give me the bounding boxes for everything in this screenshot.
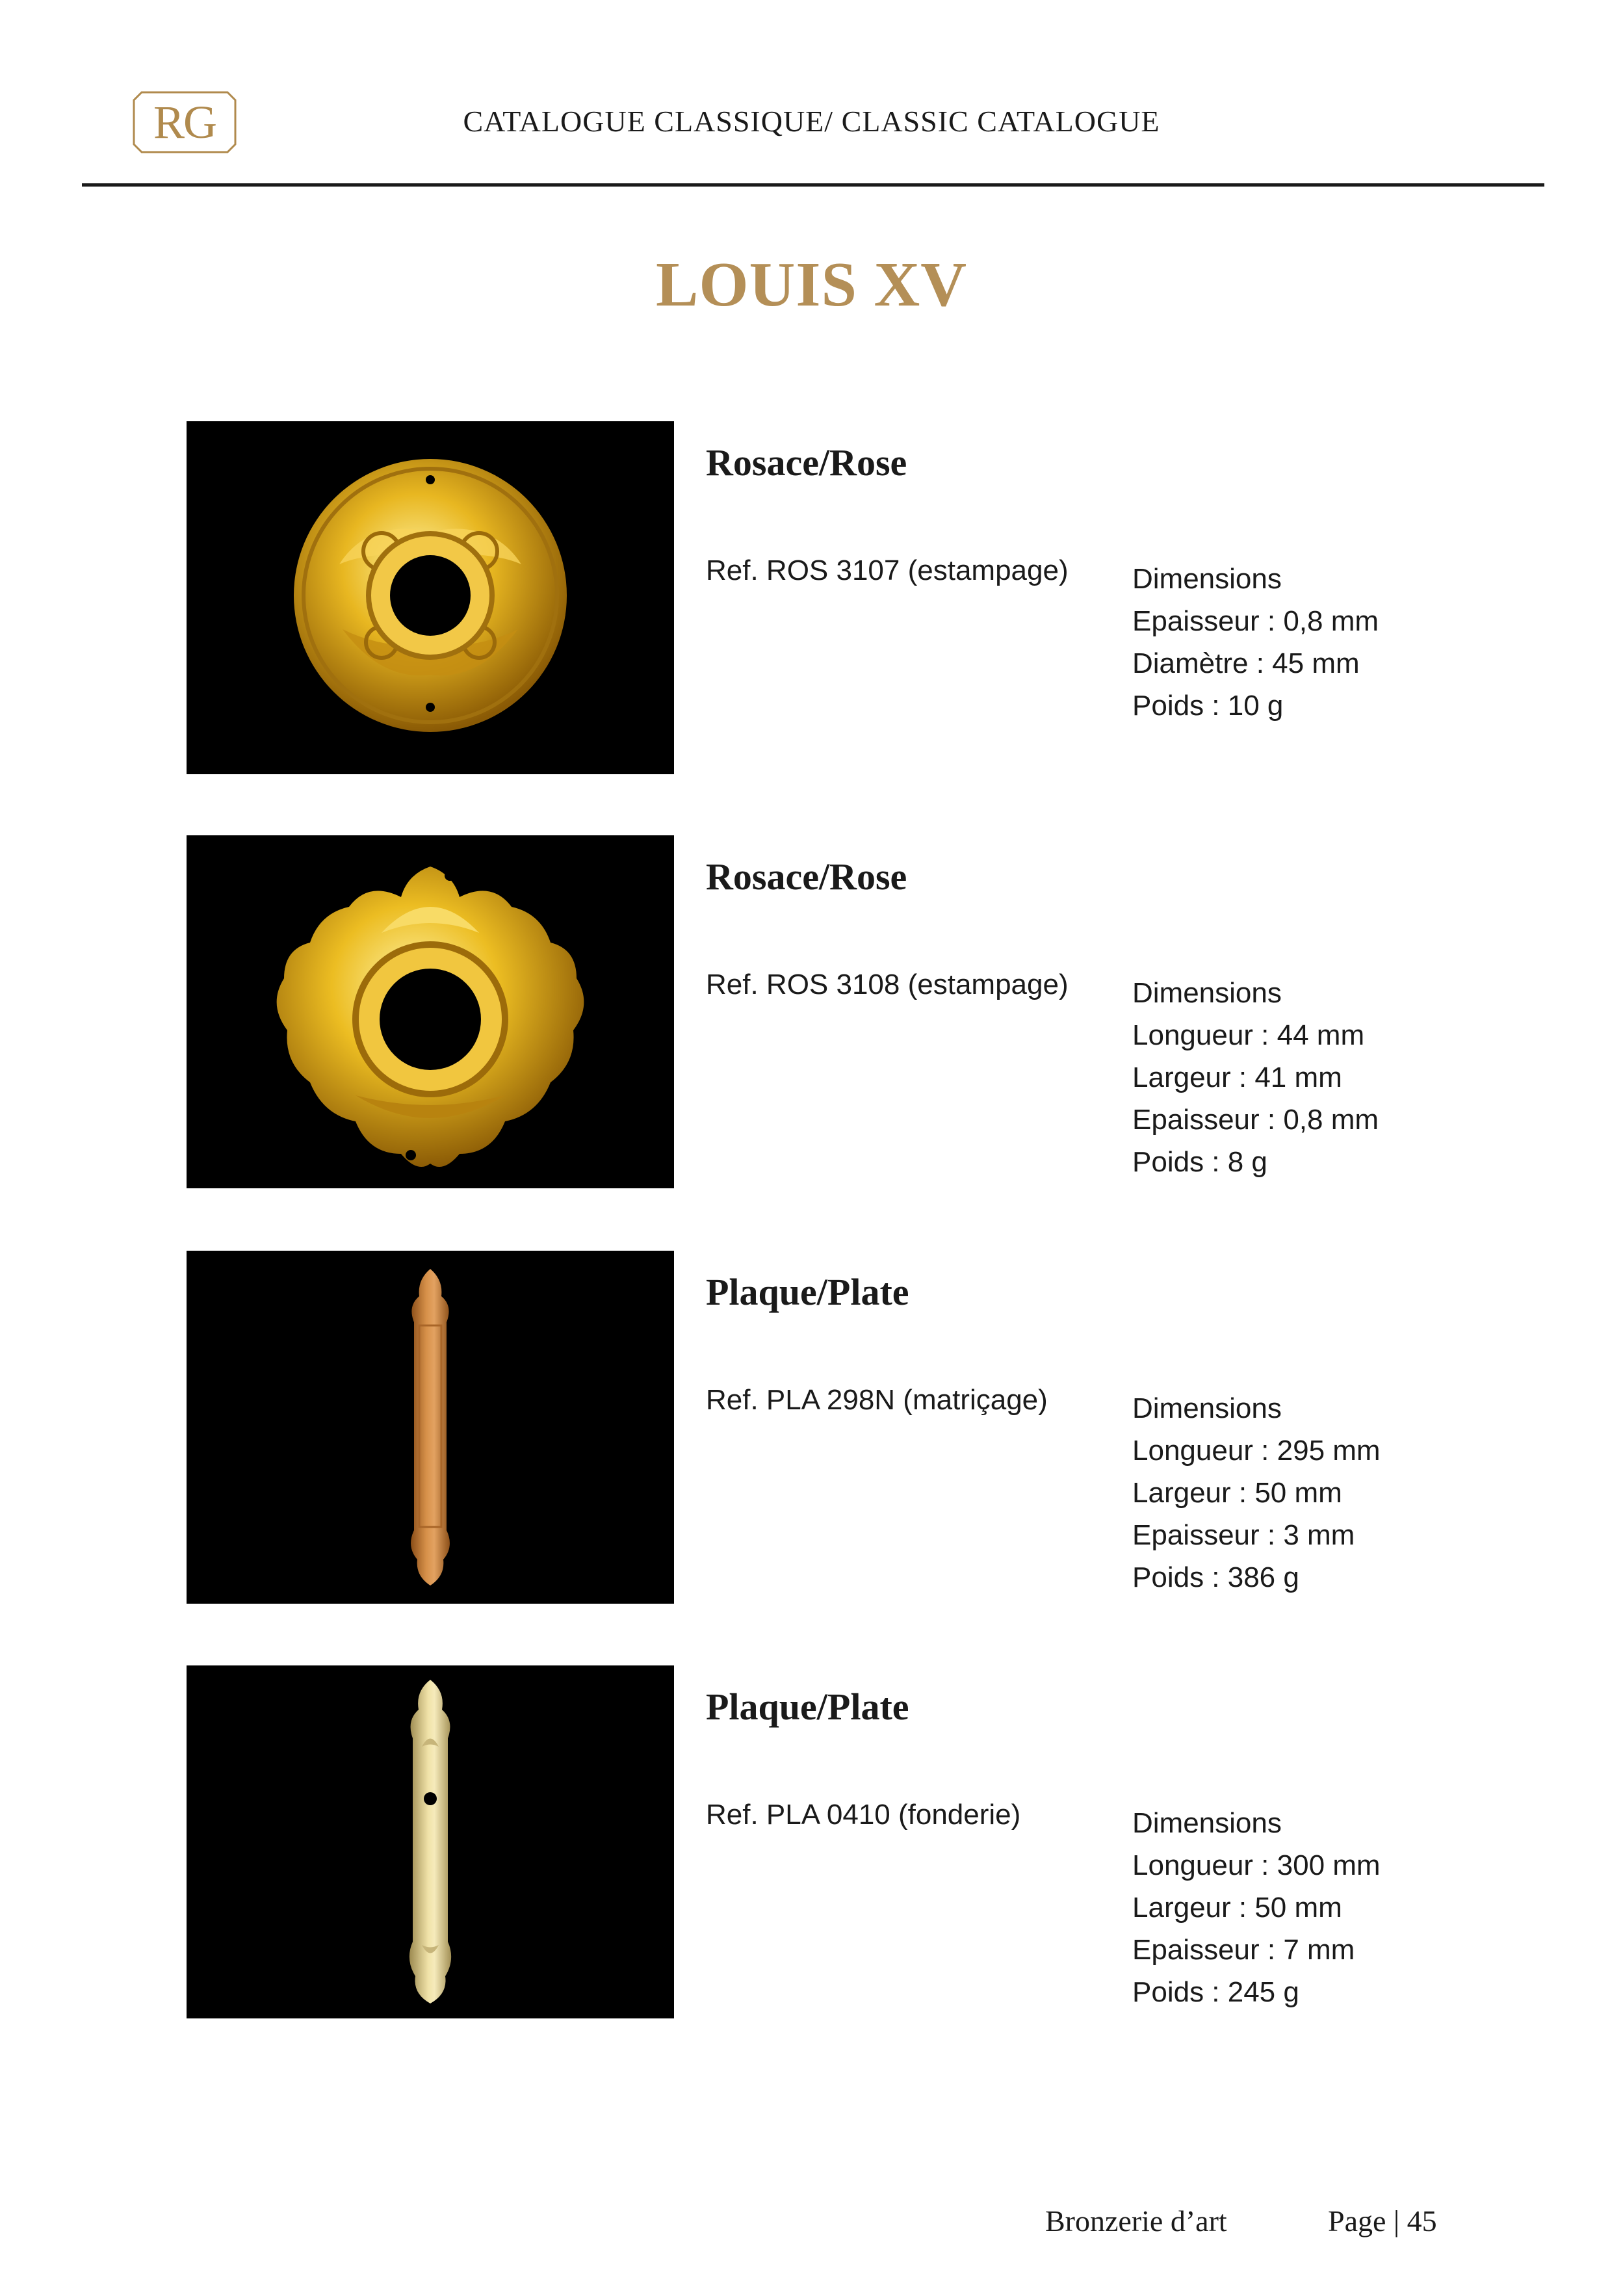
product-photo-long-plate xyxy=(187,1251,674,1604)
dimension-line: Epaisseur : 3 mm xyxy=(1132,1519,1355,1551)
product-reference: Ref. PLA 0410 (fonderie) xyxy=(706,1799,1021,1831)
dimension-line: Poids : 10 g xyxy=(1132,690,1284,722)
product-title: Rosace/Rose xyxy=(706,855,907,898)
dimension-line: Poids : 245 g xyxy=(1132,1976,1299,2008)
dimension-line: Longueur : 44 mm xyxy=(1132,1019,1365,1051)
product-dimensions xyxy=(1132,1802,1381,2013)
product-photo-keyhole-plate xyxy=(187,1665,674,2018)
logo-monogram: RG xyxy=(153,96,216,148)
dimension-line: Largeur : 50 mm xyxy=(1132,1477,1342,1509)
product-card xyxy=(187,421,1487,774)
product-reference: Ref. PLA 298N (matriçage) xyxy=(706,1384,1048,1416)
product-dimensions xyxy=(1132,972,1379,1183)
product-dimensions xyxy=(1132,1387,1381,1598)
dimension-line: Longueur : 300 mm xyxy=(1132,1849,1381,1881)
product-dimensions xyxy=(1132,558,1379,727)
dimension-line: Diamètre : 45 mm xyxy=(1132,647,1360,679)
dimension-line: Largeur : 41 mm xyxy=(1132,1062,1342,1093)
footer-brand: Bronzerie d’art xyxy=(1045,2204,1227,2237)
dimensions-heading: Dimensions xyxy=(1132,1392,1282,1424)
dimensions-heading: Dimensions xyxy=(1132,977,1282,1009)
product-reference: Ref. ROS 3108 (estampage) xyxy=(706,969,1069,1000)
catalogue-header-title: CATALOGUE CLASSIQUE/ CLASSIC CATALOGUE xyxy=(463,105,1160,138)
product-card xyxy=(187,835,1487,1188)
dimension-line: Epaisseur : 0,8 mm xyxy=(1132,605,1379,637)
dimension-line: Poids : 8 g xyxy=(1132,1146,1267,1178)
product-photo-round-rosette xyxy=(187,421,674,774)
dimensions-heading: Dimensions xyxy=(1132,1807,1282,1839)
dimension-line: Poids : 386 g xyxy=(1132,1561,1299,1593)
product-card xyxy=(187,1251,1487,1604)
product-card xyxy=(187,1665,1487,2018)
product-photo-ornate-rosette xyxy=(187,835,674,1188)
dimension-line: Epaisseur : 0,8 mm xyxy=(1132,1104,1379,1136)
header-divider xyxy=(82,183,1544,187)
dimensions-heading: Dimensions xyxy=(1132,563,1282,595)
dimension-line: Largeur : 50 mm xyxy=(1132,1892,1342,1924)
product-title: Plaque/Plate xyxy=(706,1686,909,1728)
dimension-line: Epaisseur : 7 mm xyxy=(1132,1934,1355,1966)
page-number: Page | 45 xyxy=(1328,2204,1437,2237)
product-title: Plaque/Plate xyxy=(706,1271,909,1313)
dimension-line: Longueur : 295 mm xyxy=(1132,1435,1381,1467)
product-reference: Ref. ROS 3107 (estampage) xyxy=(706,554,1069,586)
product-title: Rosace/Rose xyxy=(706,441,907,484)
page-title: LOUIS XV xyxy=(655,250,968,320)
